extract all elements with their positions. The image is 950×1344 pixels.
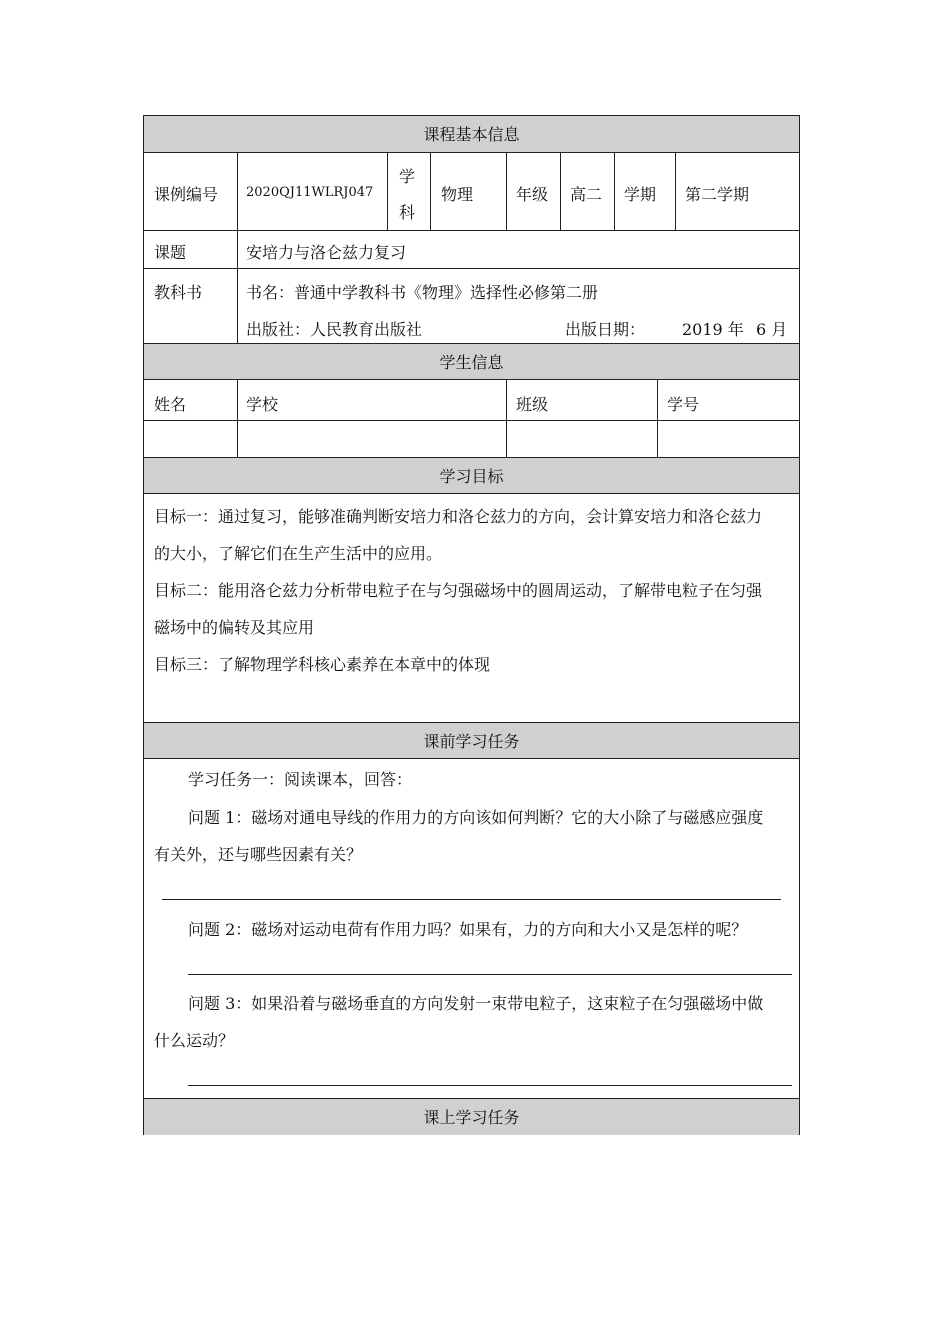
divider [614,153,615,230]
grade-value: 高二 [570,185,603,204]
divider [657,380,658,457]
question-3-line-2: 什么运动？ [154,1031,235,1050]
goal-1-line-1: 目标一：通过复习，能够准确判断安培力和洛仑兹力的方向，会计算安培力和洛仑兹力 [154,507,763,526]
book-name: 书名：普通中学教科书《物理》选择性必修第二册 [246,283,599,302]
section-header-objectives: 学习目标 [144,457,799,494]
case-id-value: 2020QJ11WLRJ047 [246,185,374,200]
topic-value: 安培力与洛仑兹力复习 [246,243,407,262]
divider [506,380,507,457]
section-header-pre-class: 课前学习任务 [144,722,799,759]
student-id-label: 学号 [667,395,700,414]
divider [144,268,799,269]
subject-label: 科 [399,203,416,222]
answer-line [188,1085,792,1086]
pub-month: 6 月 [756,320,788,339]
student-school-label: 学校 [246,395,279,414]
goal-2-line-1: 目标二：能用洛仑兹力分析带电粒子在与匀强磁场中的圆周运动，了解带电粒子在匀强 [154,581,763,600]
divider [237,380,238,457]
question-1-line-2: 有关外，还与哪些因素有关？ [154,845,363,864]
topic-label: 课题 [154,243,187,262]
section-header-basic-info: 课程基本信息 [144,116,799,153]
task-1: 学习任务一：阅读课本，回答： [188,770,413,789]
textbook-label: 教科书 [154,283,203,302]
student-class-label: 班级 [516,395,549,414]
answer-line [188,974,792,975]
pub-year: 2019 年 [682,320,744,339]
divider [430,153,431,230]
term-value: 第二学期 [685,185,750,204]
divider [506,153,507,230]
grade-label: 年级 [516,185,549,204]
answer-line [162,899,781,900]
section-header-in-class: 课上学习任务 [144,1098,799,1135]
subject-label: 学 [399,167,416,186]
question-2: 问题 2：磁场对运动电荷有作用力吗？如果有，力的方向和大小又是怎样的呢？ [188,920,748,939]
publisher: 出版社：人民教育出版社 [246,320,423,339]
student-name-label: 姓名 [154,395,187,414]
course-table [143,115,800,1135]
divider [675,153,676,230]
question-3-line-1: 问题 3：如果沿着与磁场垂直的方向发射一束带电粒子，这束粒子在匀强磁场中做 [188,994,764,1013]
question-1-line-1: 问题 1：磁场对通电导线的作用力的方向该如何判断？它的大小除了与磁感应强度 [188,808,764,827]
divider [560,153,561,230]
case-id-label: 课例编号 [154,185,219,204]
section-header-student-info: 学生信息 [144,343,799,380]
divider [387,153,388,230]
divider [237,153,238,343]
divider [144,420,799,421]
divider [144,230,799,231]
goal-2-line-2: 磁场中的偏转及其应用 [154,618,315,637]
pub-date-label: 出版日期： [565,320,646,339]
subject-value: 物理 [441,185,474,204]
term-label: 学期 [624,185,657,204]
goal-3: 目标三：了解物理学科核心素养在本章中的体现 [154,655,491,674]
goal-1-line-2: 的大小，了解它们在生产生活中的应用。 [154,544,443,563]
